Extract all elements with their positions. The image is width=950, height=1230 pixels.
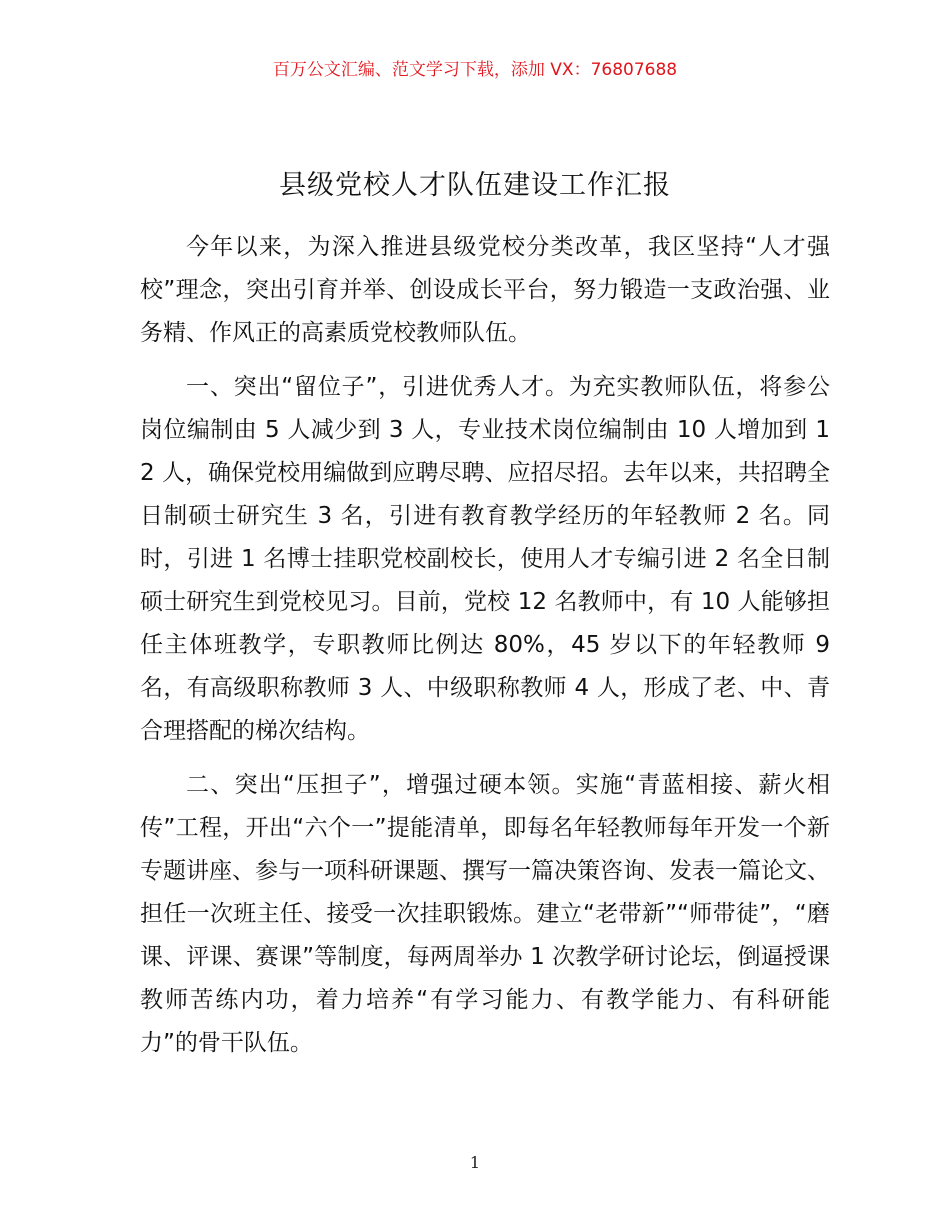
document-body <box>140 226 830 1065</box>
watermark-header: 百万公文汇编、范文学习下载，添加 VX：76807688 <box>272 60 678 80</box>
paragraph-section-one: 一、突出“留位子”，引进优秀人才。为充实教师队伍，将参公岗位编制由 5 人减少到 3 人，专业技术岗位编制由 10 人增加到 12 人，确保党校用编做到应聘尽聘、应招尽招。去年以来，共招聘全日制硕士研究生 3 名，引进有教育教学经历的年轻教师 2 名。同时，引进 1 名博士挂职党校副校长，使用人才专编引进 2 名全日制硕士研究生到党校见习。目前，党校 12 名教师中，有 10 人能够担任主体班教学，专职教师比例达 80%，45 岁以下的年轻教师 9 名，有高级职称教师 3 人、中级职称教师 4 人，形成了老、中、青合理搭配的梯次结构。 <box>140 374 830 744</box>
paragraph-intro: 今年以来，为深入推进县级党校分类改革，我区坚持“人才强校”理念，突出引育并举、创设成长平台，努力锻造一支政治强、业务精、作风正的高素质党校教师队伍。 <box>140 234 830 346</box>
page-number: 1 <box>469 1153 481 1172</box>
paragraph-section-two: 二、突出“压担子”，增强过硬本领。实施“青蓝相接、薪火相传”工程，开出“六个一”提能清单，即每名年轻教师每年开发一个新专题讲座、参与一项科研课题、撰写一篇决策咨询、发表一篇论文、担任一次班主任、接受一次挂职锻炼。建立“老带新”“师带徒”，“磨课、评课、赛课”等制度，每两周举办 1 次教学研讨论坛，倒逼授课教师苦练内功，着力培养“有学习能力、有教学能力、有科研能力”的骨干队伍。 <box>140 772 830 1056</box>
document-title: 县级党校人才队伍建设工作汇报 <box>279 170 671 201</box>
